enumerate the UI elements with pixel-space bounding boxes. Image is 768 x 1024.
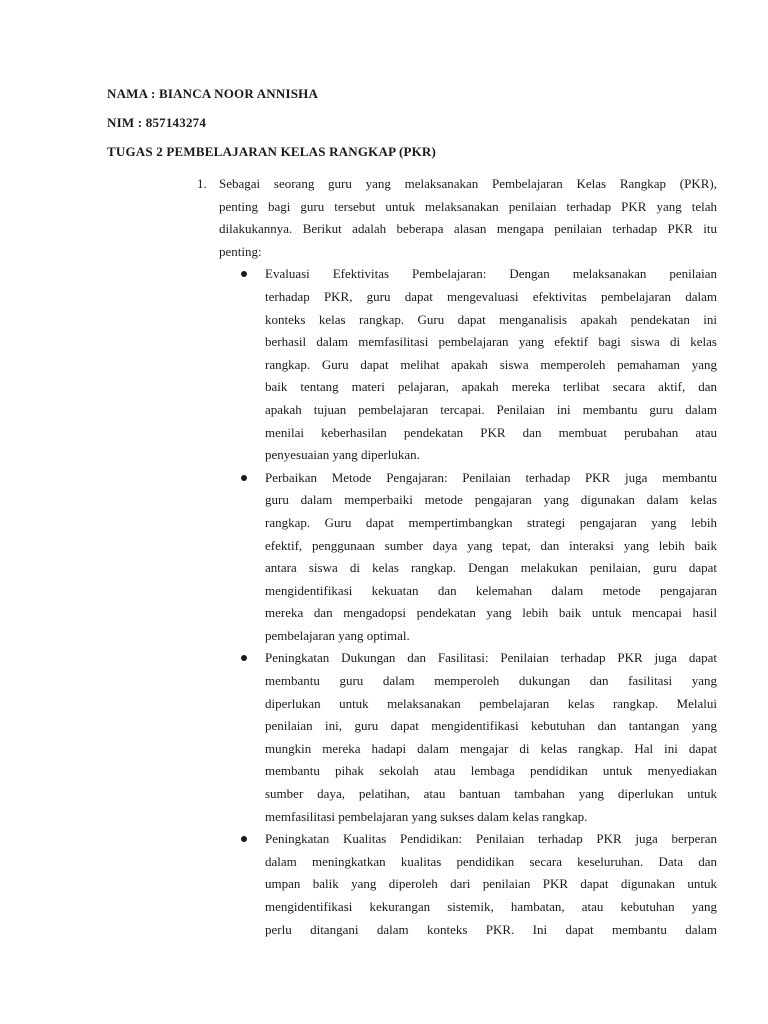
bullet-line: guru dalam memperbaiki metode pengajaran yang digunakan dalam kelas <box>265 492 717 508</box>
bullet-text <box>265 828 717 941</box>
reason-bullet-list <box>241 263 717 941</box>
bullet-text <box>265 647 717 828</box>
bullet-line: Peningkatan Kualitas Pendidikan: Penilaian terhadap PKR juga berperan <box>265 831 717 847</box>
bullet-line: mungkin mereka hadapi dalam mengajar di kelas rangkap. Hal ini dapat <box>265 740 717 756</box>
bullet-line: mengidentifikasi kekuatan dan kelemahan dalam metode pengajaran <box>265 582 717 598</box>
bullet-icon <box>241 836 247 842</box>
bullet-line: perlu ditangani dalam konteks PKR. Ini dapat membantu dalam <box>265 921 717 937</box>
bullet-line: efektif, penggunaan sumber daya yang tepat, dan interaksi yang lebih baik <box>265 537 717 553</box>
intro-line: penting bagi guru tersebut untuk melaksanakan penilaian terhadap PKR yang telah <box>219 198 717 214</box>
intro-line: penting: <box>219 243 262 259</box>
bullet-icon <box>241 475 247 481</box>
bullet-line: Evaluasi Efektivitas Pembelajaran: Dengan melaksanakan penilaian <box>265 266 717 282</box>
bullet-line: penyesuaian yang diperlukan. <box>265 447 420 463</box>
intro-paragraph <box>219 173 717 263</box>
bullet-line: umpan balik yang diperoleh dari penilaian PKR dapat digunakan untuk <box>265 876 717 892</box>
task-title: TUGAS 2 PEMBELAJARAN KELAS RANGKAP (PKR) <box>107 144 437 159</box>
bullet-line: baik tentang materi pelajaran, apakah mereka terlibat secara aktif, dan <box>265 379 717 395</box>
bullet-evaluasi <box>241 263 717 466</box>
bullet-line: menilai keberhasilan pendekatan PKR dan membuat perubahan atau <box>265 424 717 440</box>
bullet-line: berhasil dalam memfasilitasi pembelajaran yang efektif bagi siswa di kelas <box>265 334 717 350</box>
bullet-line: membantu pihak sekolah atau lembaga pendidikan untuk menyediakan <box>265 763 717 779</box>
student-nim: NIM : 857143274 <box>107 115 207 130</box>
bullet-line: membantu guru dalam memperoleh dukungan dan fasilitasi yang <box>265 673 717 689</box>
bullet-line: dalam meningkatkan kualitas pendidikan secara keseluruhan. Data dan <box>265 853 717 869</box>
list-number: 1. <box>197 176 207 191</box>
bullet-line: memfasilitasi pembelajaran yang sukses dalam kelas rangkap. <box>265 808 588 824</box>
bullet-line: Peningkatan Dukungan dan Fasilitasi: Penilaian terhadap PKR juga dapat <box>265 650 717 666</box>
bullet-line: antara siswa di kelas rangkap. Dengan melakukan penilaian, guru dapat <box>265 560 717 576</box>
bullet-line: apakah tujuan pembelajaran tercapai. Penilaian ini membantu guru dalam <box>265 401 717 417</box>
bullet-icon <box>241 271 247 277</box>
list-item-1 <box>197 173 717 941</box>
bullet-line: mengidentifikasi kekurangan sistemik, hambatan, atau kebutuhan yang <box>265 899 717 914</box>
bullet-line: pembelajaran yang optimal. <box>265 627 410 643</box>
bullet-perbaikan <box>241 467 717 648</box>
intro-line: dilakukannya. Berikut adalah beberapa alasan mengapa penilaian terhadap PKR itu <box>219 221 717 237</box>
bullet-dukungan <box>241 647 717 828</box>
bullet-line: penilaian ini, guru dapat mengidentifikasi kebutuhan dan tantangan yang <box>265 718 717 734</box>
bullet-text <box>265 263 717 466</box>
bullet-text <box>265 467 717 648</box>
bullet-line: terhadap PKR, guru dapat mengevaluasi efektivitas pembelajaran dalam <box>265 288 717 304</box>
numbered-list <box>197 173 717 941</box>
bullet-line: Perbaikan Metode Pengajaran: Penilaian terhadap PKR juga membantu <box>265 469 717 485</box>
bullet-line: rangkap. Guru dapat melihat apakah siswa memperoleh pemahaman yang <box>265 356 717 372</box>
bullet-kualitas <box>241 828 717 941</box>
bullet-line: sumber daya, pelatihan, atau bantuan tambahan yang diperlukan untuk <box>265 786 717 802</box>
bullet-line: mereka dan mengadopsi pendekatan yang lebih baik untuk mencapai hasil <box>265 605 717 621</box>
bullet-icon <box>241 655 247 661</box>
bullet-line: konteks kelas rangkap. Guru dapat menganalisis apakah pendekatan ini <box>265 311 717 327</box>
intro-line: Sebagai seorang guru yang melaksanakan Pembelajaran Kelas Rangkap (PKR), <box>219 176 717 191</box>
student-name: NAMA : BIANCA NOOR ANNISHA <box>107 86 319 101</box>
bullet-line: rangkap. Guru dapat mempertimbangkan strategi pengajaran yang lebih <box>265 514 717 530</box>
bullet-line: diperlukan untuk melaksanakan pembelajaran kelas rangkap. Melalui <box>265 695 717 711</box>
